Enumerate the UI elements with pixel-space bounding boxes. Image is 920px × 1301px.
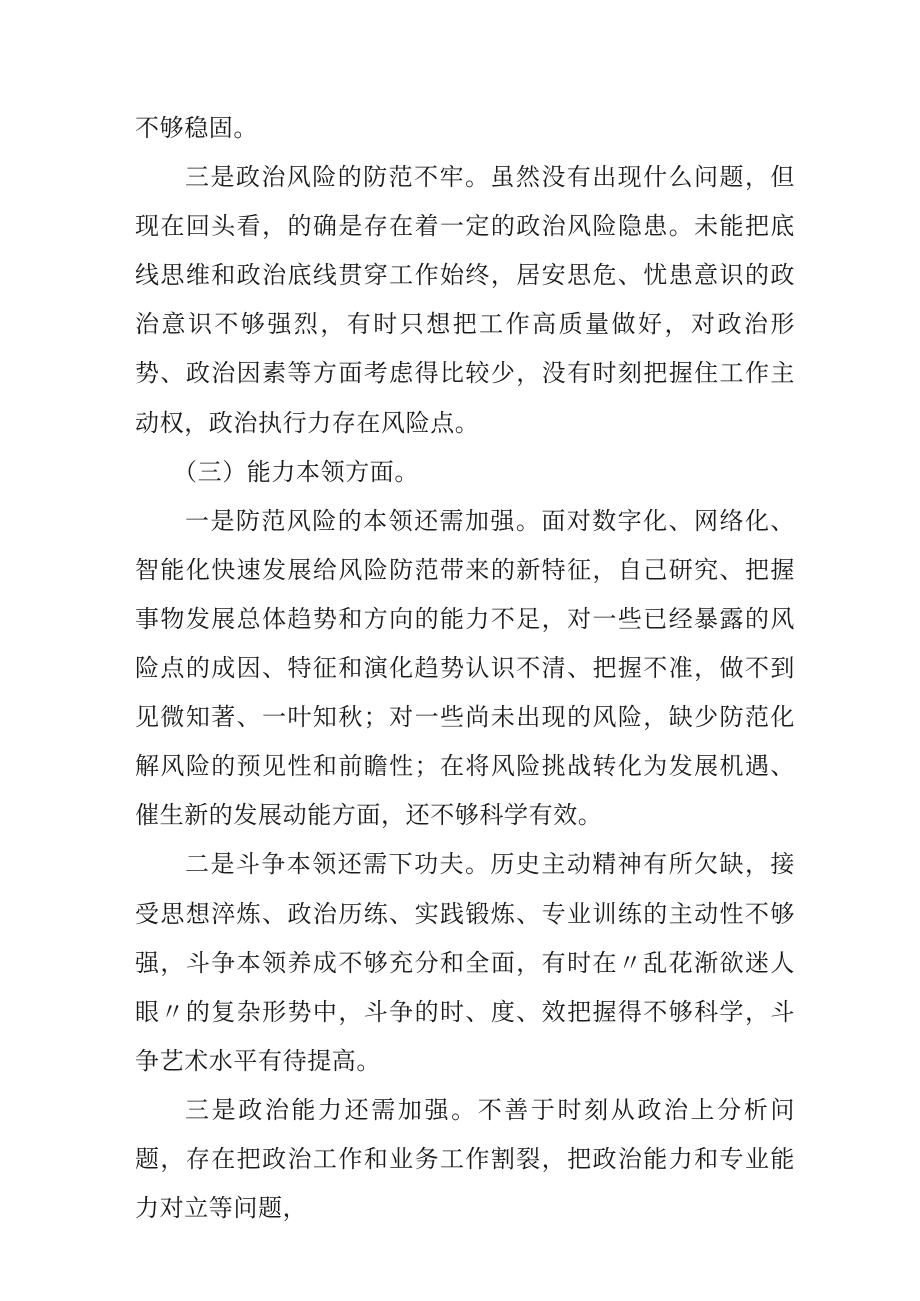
- paragraph-continuation: 不够稳固。: [135, 114, 258, 142]
- paragraph-struggle-skill: 二是斗争本领还需下功夫。历史主动精神有所欠缺，接受思想淬炼、政治历练、实践锻炼、专业训练的主动性不够强，斗争本领养成不够充分和全面，有时在〃乱花渐欲迷人眼〃的复杂形势中，斗争的时、度、效把握得不够科学，斗争艺术水平有待提高。: [135, 850, 795, 1075]
- paragraph-political-risk: 三是政治风险的防范不牢。虽然没有出现什么问题，但现在回头看，的确是存在着一定的政治风险隐患。未能把底线思维和政治底线贯穿工作始终，居安思危、忧患意识的政治意识不够强烈，有时只想把工作高质量做好，对政治形势、政治因素等方面考虑得比较少，没有时刻把握住工作主动权，政治执行力存在风险点。: [135, 163, 795, 437]
- document-body: [135, 104, 795, 1233]
- section-heading-ability: （三）能力本领方面。: [173, 457, 419, 486]
- paragraph-political-ability: 三是政治能力还需加强。不善于时刻从政治上分析问题，存在把政治工作和业务工作割裂，把政治能力和专业能力对立等问题，: [135, 1095, 795, 1223]
- paragraph-risk-prevention: 一是防范风险的本领还需加强。面对数字化、网络化、智能化快速发展给风险防范带来的新特征，自己研究、把握事物发展总体趋势和方向的能力不足，对一些已经暴露的风险点的成因、特征和演化趋势认识不清、把握不准，做不到见微知著、一叶知秋；对一些尚未出现的风险，缺少防范化解风险的预见性和前瞻性；在将风险挑战转化为发展机遇、催生新的发展动能方面，还不够科学有效。: [135, 506, 795, 830]
